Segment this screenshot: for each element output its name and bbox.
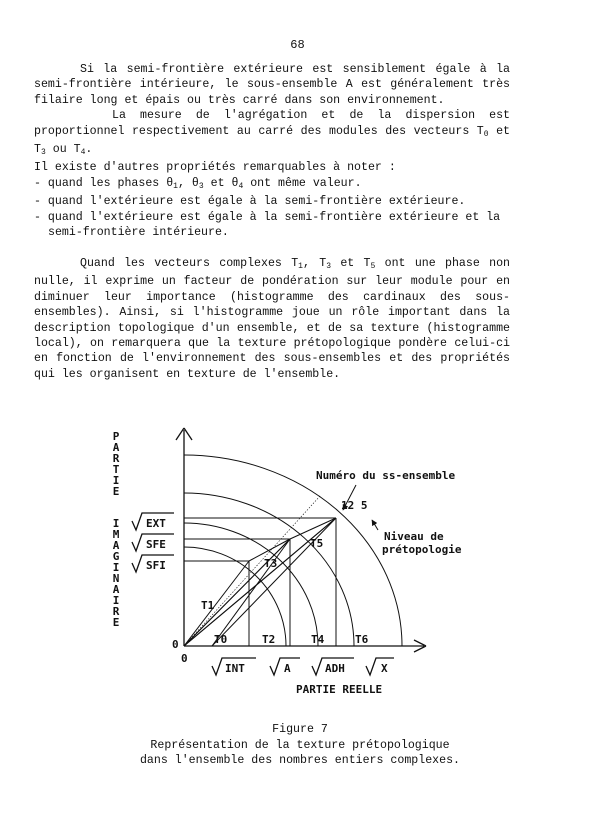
t1-label: T1 (201, 599, 215, 612)
paragraph-2: La mesure de l'agrégation et de la dispersion est proportionnel respectivement au carré des modules des vecteurs $T_0$ et $T_3$ ou $T_4$. (34, 109, 510, 158)
y-label-sfi (132, 555, 174, 572)
real-axis-arrow-top (414, 640, 426, 646)
link-origin-sfe (184, 539, 290, 646)
axis-title-letter: P (112, 430, 120, 443)
level-title-line2: prétopologie (382, 543, 462, 556)
t3-label: T3 (264, 557, 278, 570)
level-pointer (372, 520, 378, 530)
caption-line-1: Représentation de la texture prétopologique (150, 738, 450, 752)
axis-title-letter: N (112, 572, 120, 585)
property-item-1: - quand les phases $\theta_1$, $\theta_3$ et $\theta_4$ ont même valeur. (34, 176, 362, 191)
level-title-line1: Niveau de (384, 530, 444, 543)
paragraph-3: Quand les vecteurs complexes $T_1$, $T_3$ et $T_5$ ont une phase non nulle, il exprime un facteur de pondération sur leur module pour en diminuer leur importance (histogramme des cardinaux des sous-ensembles). Ainsi, si l'histogramme joue un rôle important dans la description topologique d'un ensemble, et de sa texture (histogramme local), on remarquera que la texture prétopologique pondère celui-ci en fonction de l'environnement des sous-ensembles et des propriétés qui les organisent en texture de l'ensemble. (34, 257, 510, 381)
axis-title-letter: G (112, 550, 120, 563)
origin-x-label: 0 (181, 652, 188, 665)
y-label-sfe (132, 534, 174, 551)
origin-y-label: 0 (172, 638, 179, 651)
paragraph-1: Si la semi-frontière extérieure est sensiblement égale à la semi-frontière intérieure, le sous-ensemble A est généralement très filaire long et épais ou très carré dans son environnement. (34, 63, 510, 107)
x-label-x (366, 658, 394, 675)
svg-text:EXT: EXT (146, 517, 166, 530)
t2-label: T2 (262, 633, 276, 646)
figure-caption (60, 722, 540, 769)
axis-title-letter: A (112, 441, 120, 454)
page-number: 68 (290, 38, 305, 52)
axis-title-letter: I (112, 561, 120, 574)
subset-numbers: 12 5 (341, 499, 368, 512)
axis-title-letter: E (112, 616, 120, 629)
real-axis-title: PARTIE REELLE (296, 683, 383, 696)
x-label-adh (312, 658, 354, 675)
subset-number-title: Numéro du ss-ensemble (316, 469, 456, 482)
svg-text:SFI: SFI (146, 559, 166, 572)
property-item-3: - quand l'extérieure est égale à la semi-frontière extérieure et la semi-frontière intérieure. (34, 210, 501, 240)
arc-outer (184, 455, 402, 646)
t0-label: T0 (214, 633, 228, 646)
axis-title-letter: M (112, 528, 120, 541)
arc-a (184, 523, 318, 646)
svg-text:SFE: SFE (146, 538, 166, 551)
t6-label: T6 (355, 633, 369, 646)
x-label-int (212, 658, 256, 675)
svg-text:A: A (284, 662, 291, 675)
properties-intro: Il existe d'autres propriétés remarquables à noter : (34, 161, 396, 175)
axis-title-letter: I (112, 474, 120, 487)
svg-text:X: X (381, 662, 388, 675)
axis-title-letter: E (112, 485, 120, 498)
imaginary-axis-arrow-left (176, 428, 184, 440)
imaginary-axis-arrow-right (184, 428, 192, 440)
figure-label: Figure 7 (272, 723, 328, 736)
axis-title-letter: R (112, 452, 120, 465)
t5-label: T5 (310, 537, 324, 550)
y-label-ext (132, 513, 174, 530)
t4-label: T4 (311, 633, 325, 646)
axis-title-letter: I (112, 594, 120, 607)
real-axis-arrow-bottom (414, 646, 426, 652)
axis-title-letter: R (112, 605, 120, 618)
svg-text:INT: INT (225, 662, 245, 675)
x-label-a (270, 658, 300, 675)
imaginary-axis-title (113, 430, 120, 629)
axis-title-letter: A (112, 583, 120, 596)
axis-title-letter: T (112, 463, 120, 476)
axis-title-letter: I (112, 517, 120, 530)
svg-text:ADH: ADH (325, 662, 345, 675)
property-item-2: - quand l'extérieure est égale à la semi-frontière extérieure. (34, 195, 466, 209)
axis-title-letter: A (112, 539, 120, 552)
caption-line-2: dans l'ensemble des nombres entiers complexes. (139, 754, 461, 767)
